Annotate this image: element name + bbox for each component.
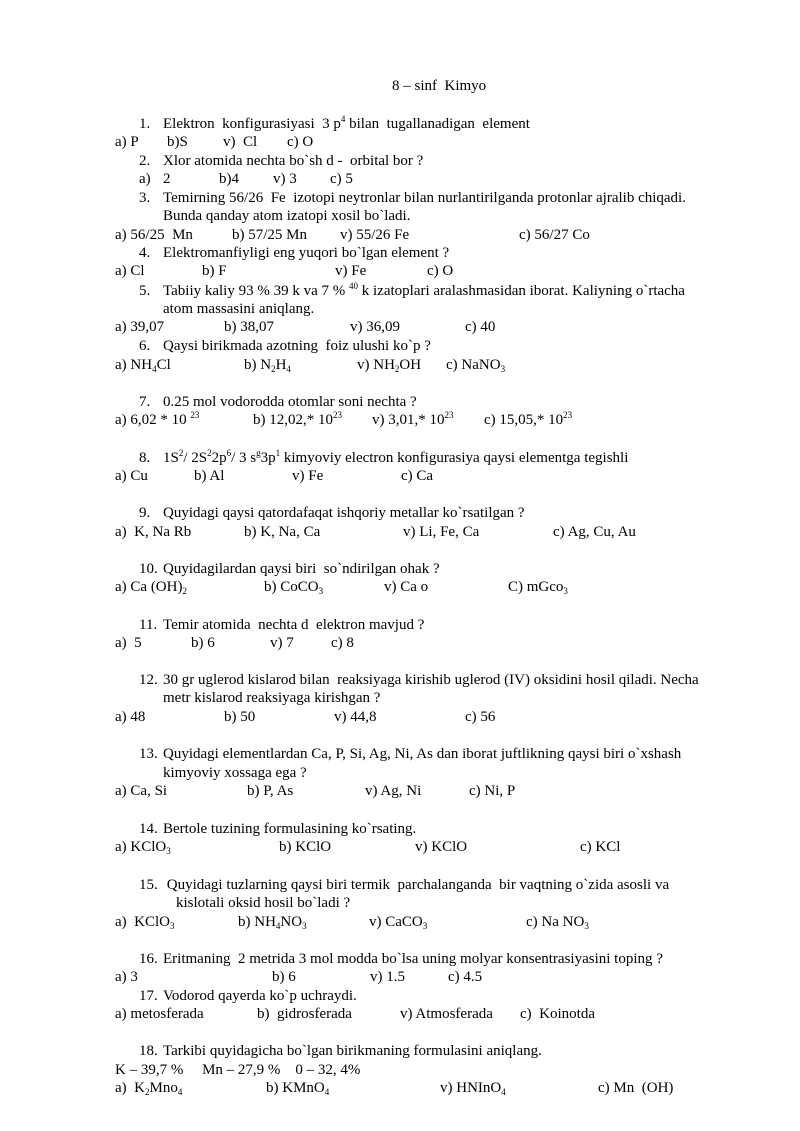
question-number: 12. bbox=[139, 672, 158, 688]
option-v: v) KClO bbox=[415, 839, 468, 855]
option-b: b) 38,07 bbox=[224, 319, 274, 335]
option-a: a) Cu bbox=[115, 468, 148, 484]
option-v: v) CaCO$_3$ bbox=[369, 914, 428, 931]
option-c: c) Mn (OH) bbox=[598, 1080, 674, 1096]
option-b: b) $NH_4NO_3$ bbox=[238, 914, 307, 931]
question-text: Tabiiy kaliy 93 % 39 k va 7 % $^{40}$ k izatoplari aralashmasidan iborat. Kaliyning o`rtacha bbox=[163, 281, 685, 299]
option-a: a) Cl bbox=[115, 263, 145, 279]
question-text-cont: kimyoviy xossaga ega ? bbox=[163, 765, 307, 781]
option-b: b) 57/25 Mn bbox=[232, 227, 307, 243]
option-a: a) 3 bbox=[115, 969, 138, 985]
option-b: b)4 bbox=[219, 171, 239, 187]
option-a: a) P bbox=[115, 134, 139, 150]
option-v: v) 36,09 bbox=[350, 319, 400, 335]
question-text: Xlor atomida nechta bo`sh d - orbital bor ? bbox=[163, 153, 424, 169]
question-number: 5. bbox=[139, 283, 151, 299]
question-number: 14. bbox=[139, 821, 158, 837]
question-text: Eritmaning 2 metrida 3 mol modda bo`lsa uning molyar konsentrasiyasini toping ? bbox=[163, 951, 663, 967]
question-text: Tarkibi quyidagicha bo`lgan birikmaning formulasini aniqlang. bbox=[163, 1043, 542, 1059]
option-a: a) KClO$_3$ bbox=[115, 914, 175, 931]
option-b: b) 12,02,* $10^{23}$ bbox=[253, 410, 342, 428]
question-text: Temirning 56/26 Fe izotopi neytronlar bilan nurlantirilganda protonlar ajralib chiqadi. bbox=[163, 190, 686, 206]
option-a: a) Ca $(OH)_2$ bbox=[115, 579, 187, 596]
option-c: c) NaNO$_3$ bbox=[446, 357, 506, 374]
option-c: c) 56 bbox=[465, 709, 496, 725]
option-a: a) $NH_4Cl$ bbox=[115, 357, 171, 374]
option-c: c) 4.5 bbox=[448, 969, 483, 985]
option-v: v) 3,01,* $10^{23}$ bbox=[372, 410, 454, 428]
option-v: v) 55/26 Fe bbox=[340, 227, 410, 243]
option-c: c) KCl bbox=[580, 839, 621, 855]
question-text-cont: atom massasini aniqlang. bbox=[163, 301, 315, 317]
option-b: b) KMnO$_4$ bbox=[266, 1080, 330, 1097]
option-a: a) 6,02 * 10 $^{23}$ bbox=[115, 410, 200, 428]
question-number: 18. bbox=[139, 1043, 158, 1059]
option-c: c) 15,05,* $10^{23}$ bbox=[484, 410, 573, 428]
question-text: Quyidagilardan qaysi biri so`ndirilgan ohak ? bbox=[163, 561, 440, 577]
option-a-value: 2 bbox=[163, 171, 171, 187]
option-c: c) 56/27 Co bbox=[519, 227, 590, 243]
option-c: c) O bbox=[287, 134, 314, 150]
option-a: a) $K_2Mno_4$ bbox=[115, 1080, 183, 1097]
option-a: a) Ca, Si bbox=[115, 783, 168, 799]
composition: K – 39,7 % Mn – 27,9 % 0 – 32, 4% bbox=[115, 1062, 361, 1078]
option-v: v) Cl bbox=[223, 134, 258, 150]
question-text-cont: kislotali oksid hosil bo`ladi ? bbox=[176, 895, 351, 911]
question-number: 6. bbox=[139, 338, 151, 354]
question-text: Quyidagi elementlardan Ca, P, Si, Ag, Ni, As dan iborat juftlikning qaysi biri o`xshash bbox=[163, 746, 682, 762]
option-a: a) K, Na Rb bbox=[115, 524, 192, 540]
option-c: c) Na $NO_3$ bbox=[526, 914, 589, 931]
option-v: v) $NH_2OH$ bbox=[357, 357, 422, 374]
option-c: c) O bbox=[427, 263, 454, 279]
option-b: b) CoCO$_3$ bbox=[264, 579, 324, 596]
option-b: b) $N_2H_4$ bbox=[244, 357, 291, 374]
option-b: b) 6 bbox=[191, 635, 215, 651]
option-c: c) Ni, P bbox=[469, 783, 516, 799]
option-a: a) 48 bbox=[115, 709, 146, 725]
option-v: v) 7 bbox=[270, 635, 294, 651]
option-v: v) HNInO$_4$ bbox=[440, 1080, 506, 1097]
question-text: Vodorod qayerda ko`p uchraydi. bbox=[163, 988, 357, 1004]
option-c: c) 40 bbox=[465, 319, 496, 335]
question-text: 30 gr uglerod kislarod bilan reaksiyaga kirishib uglerod (IV) oksidini hosil qiladi. Necha bbox=[163, 672, 699, 688]
option-a: a) 56/25 Mn bbox=[115, 227, 193, 243]
option-c: c) Ca bbox=[401, 468, 434, 484]
question-text: Temir atomida nechta d elektron mavjud ? bbox=[163, 617, 425, 633]
question-number: 4. bbox=[139, 245, 151, 261]
question-text: 0.25 mol vodorodda otomlar soni nechta ? bbox=[163, 394, 417, 410]
question-text-cont: Bunda qanday atom izatopi xosil bo`ladi. bbox=[163, 208, 411, 224]
option-v: v) Fe bbox=[335, 263, 367, 279]
question-number: 2. bbox=[139, 153, 151, 169]
option-c: C) mGco$_3$ bbox=[508, 579, 568, 596]
option-v: v) Li, Fe, Ca bbox=[403, 524, 480, 540]
option-b: b) Al bbox=[194, 468, 225, 484]
option-v: v) 44,8 bbox=[334, 709, 377, 725]
option-b: b) gidrosferada bbox=[257, 1006, 352, 1022]
option-a: a) metosferada bbox=[115, 1006, 204, 1022]
option-b: b)S bbox=[167, 134, 188, 150]
question-number: 3. bbox=[139, 190, 151, 206]
option-b: b) 50 bbox=[224, 709, 256, 725]
option-b: b) F bbox=[202, 263, 227, 279]
question-number: 11. bbox=[139, 617, 158, 633]
option-b: b) K, Na, Ca bbox=[244, 524, 321, 540]
question-number: 1. bbox=[139, 116, 151, 132]
question-number: 13. bbox=[139, 746, 158, 762]
question-number: 15. bbox=[139, 877, 158, 893]
option-b: b) P, As bbox=[247, 783, 294, 799]
option-a: a) 39,07 bbox=[115, 319, 165, 335]
option-c: c) Ag, Cu, Au bbox=[553, 524, 636, 540]
question-number: 16. bbox=[139, 951, 158, 967]
option-c: c) 8 bbox=[331, 635, 354, 651]
option-a: a) KClO$_3$ bbox=[115, 839, 171, 856]
option-b: b) 6 bbox=[272, 969, 296, 985]
option-c: c) Koinotda bbox=[520, 1006, 595, 1022]
option-v: v) Fe bbox=[292, 468, 324, 484]
option-a: a) bbox=[139, 171, 151, 187]
option-a: a) 5 bbox=[115, 635, 142, 651]
question-number: 17. bbox=[139, 988, 158, 1004]
question-text: Quyidagi qaysi qatordafaqat ishqoriy metallar ko`rsatilgan ? bbox=[163, 505, 525, 521]
option-b: b) KClO bbox=[279, 839, 332, 855]
option-v: v) Ca o bbox=[384, 579, 429, 595]
question-text: Bertole tuzining formulasining ko`rsating. bbox=[163, 821, 417, 837]
option-c: c) 5 bbox=[330, 171, 353, 187]
question-text: $1S^2/$ $2S^22p^6/$ 3 $s^g3p^1$ kimyoviy electron konfigurasiya qaysi elementga tegishli bbox=[163, 448, 629, 466]
question-text: Elektron konfigurasiyasi 3 $p^4$ bilan tugallanadigan element bbox=[163, 114, 530, 132]
question-number: 9. bbox=[139, 505, 151, 521]
question-text-cont: metr kislarod reaksiyaga kirishgan ? bbox=[163, 690, 381, 706]
question-text: Elektromanfiyligi eng yuqori bo`lgan element ? bbox=[163, 245, 450, 261]
question-number: 7. bbox=[139, 394, 151, 410]
option-v: v) Atmosferada bbox=[400, 1006, 493, 1022]
option-v: v) Ag, Ni bbox=[365, 783, 422, 799]
option-v: v) 3 bbox=[273, 171, 297, 187]
option-v: v) 1.5 bbox=[370, 969, 405, 985]
page-title: 8 – sinf Kimyo bbox=[392, 78, 487, 94]
question-text: Qaysi birikmada azotning foiz ulushi ko`p ? bbox=[163, 338, 431, 354]
question-text: Quyidagi tuzlarning qaysi biri termik parchalanganda bir vaqtning o`zida asosli va bbox=[163, 877, 670, 893]
question-number: 10. bbox=[139, 561, 158, 577]
question-number: 8. bbox=[139, 450, 151, 466]
